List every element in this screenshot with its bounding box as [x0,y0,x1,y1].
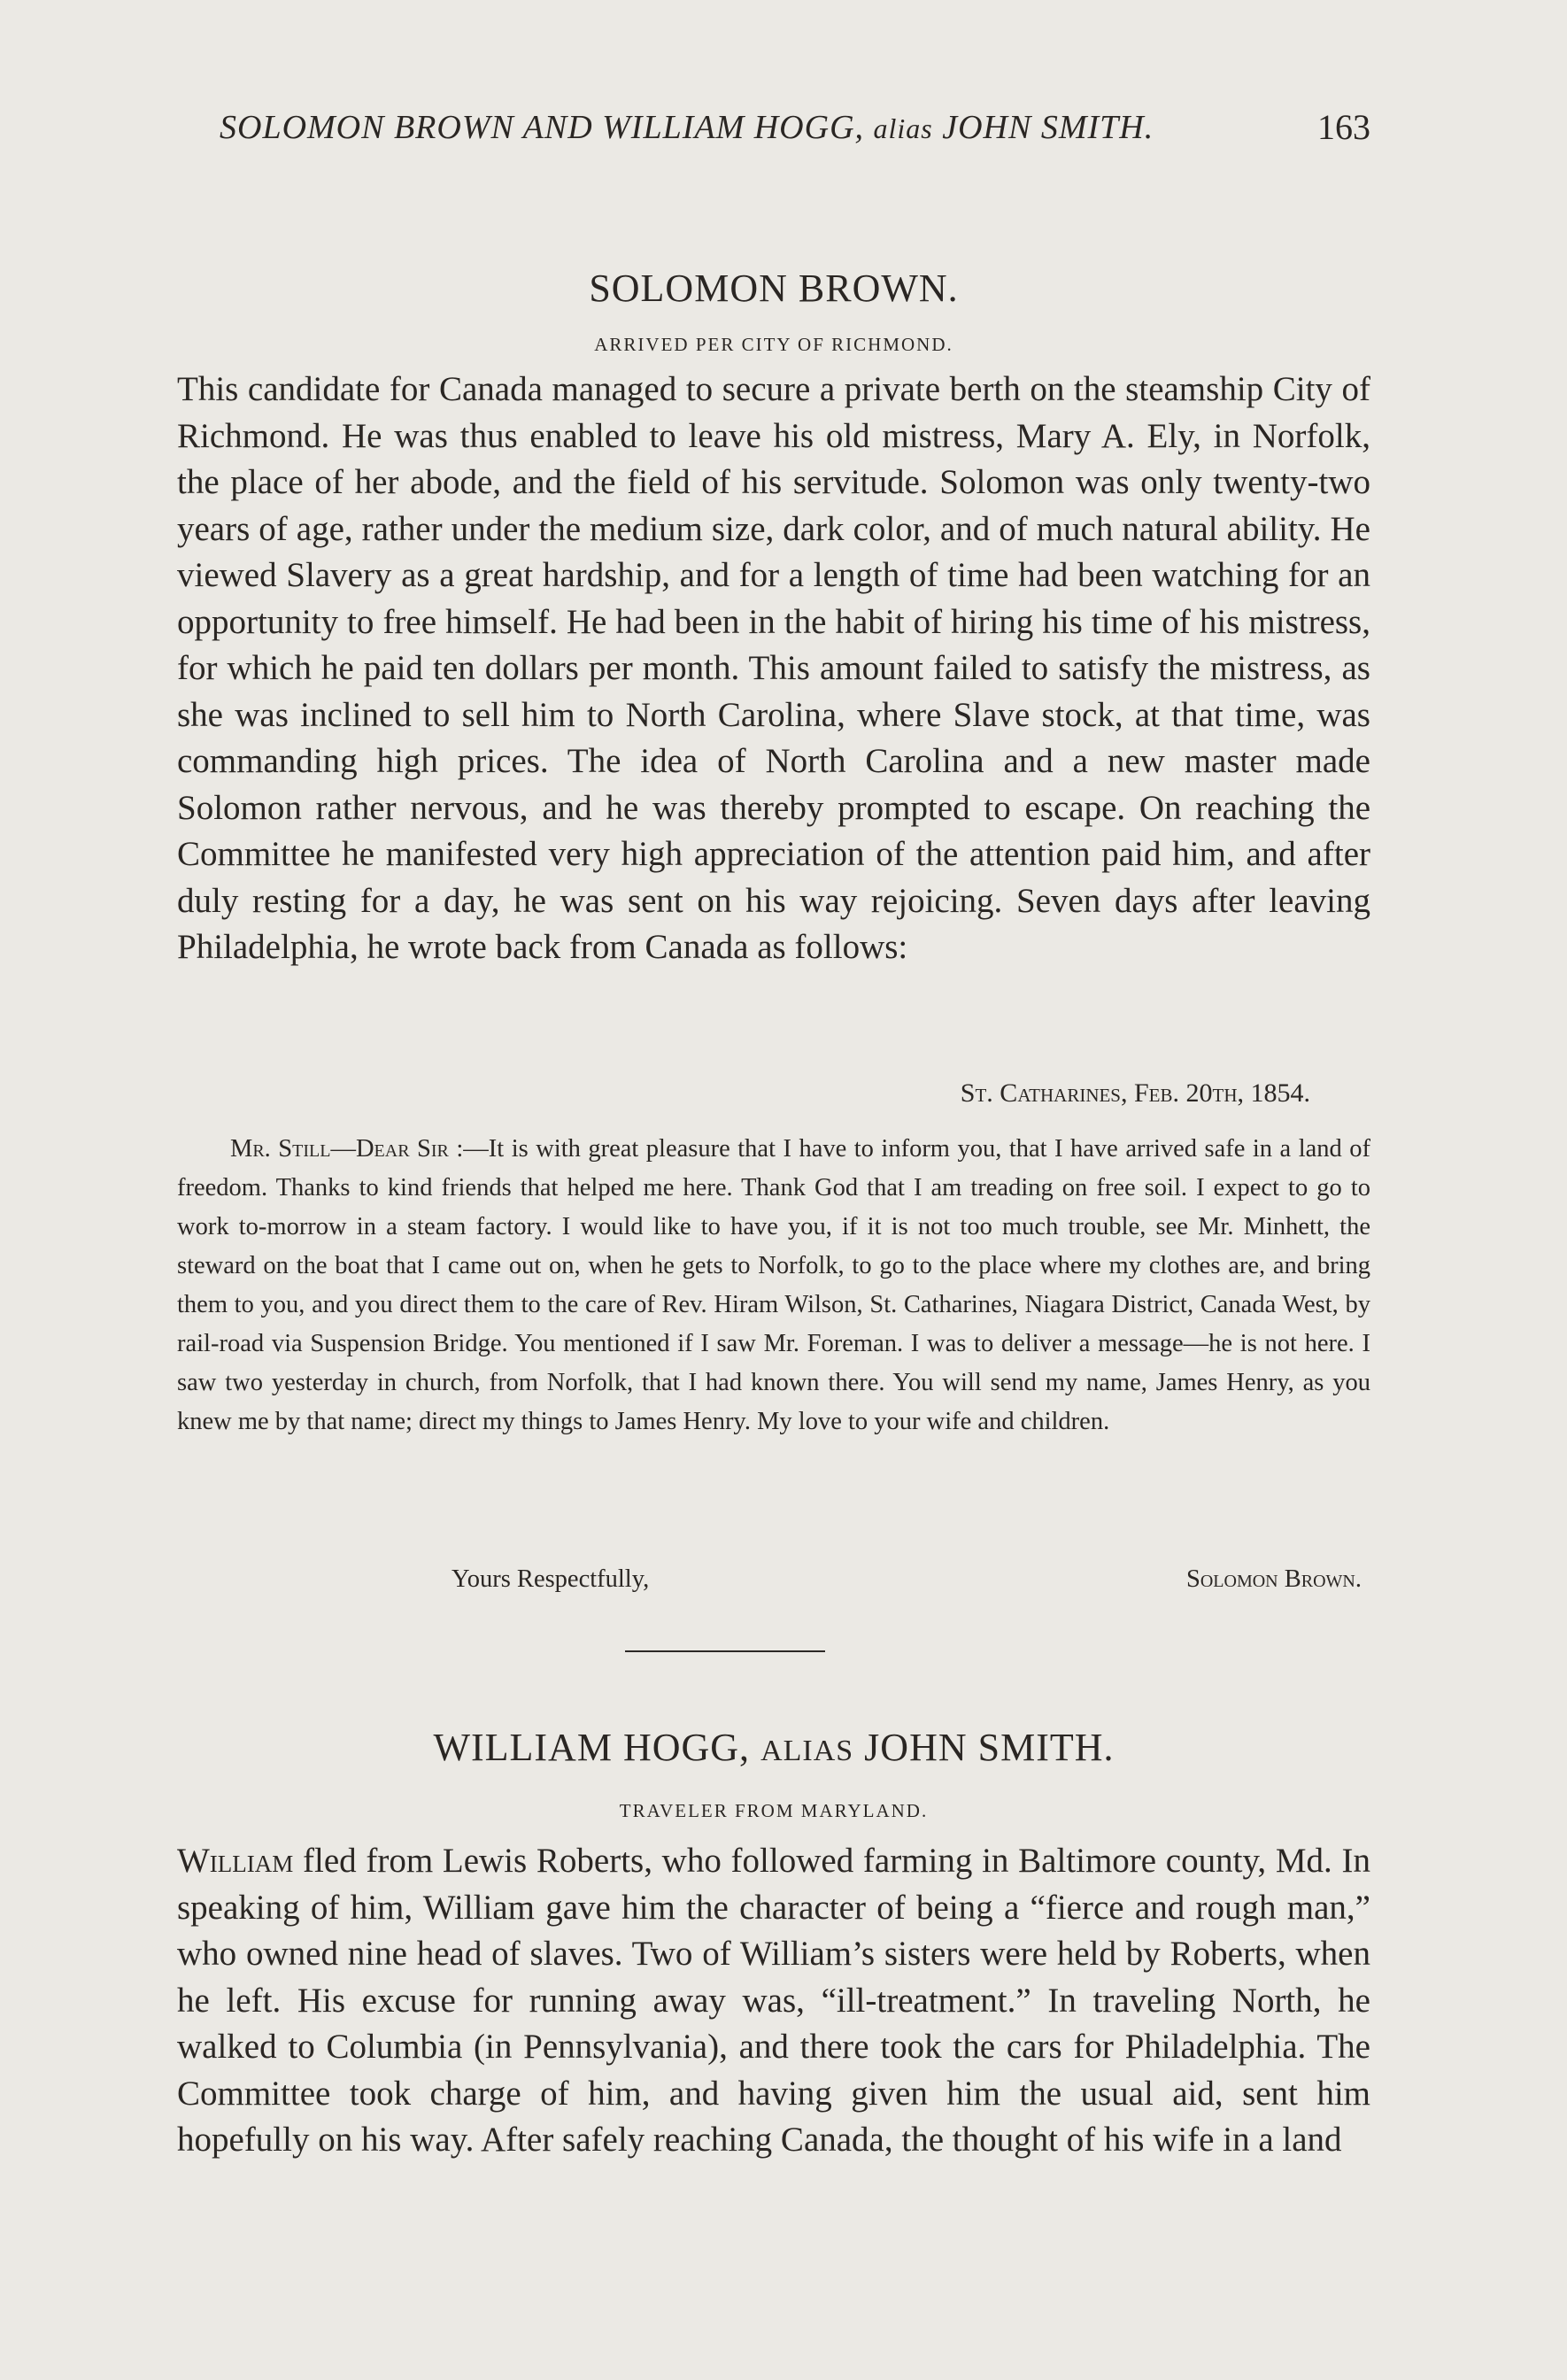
running-head-title-part1: SOLOMON BROWN AND WILLIAM HOGG, [220,109,874,146]
running-head-alias: alias [873,112,933,144]
section-solomon-brown [177,266,1370,311]
section2-heading-part2: JOHN SMITH. [853,1726,1115,1769]
section-divider [625,1650,825,1652]
section-paragraph: This candidate for Canada managed to secure a private berth on the steamship City of Richmond. He was thus enabled to leave his old mistress, Mary A. Ely, in Norfolk, the place of her abode, and the field of his servitude. Solomon was only twenty-two years of age, rather under the medium size, dark color, and of much natural ability. He viewed Slavery as a great hardship, and for a length of time had been watching for an opportunity to free himself. He had been in the habit of hiring his time of his mistress, for which he paid ten dollars per month. This amount failed to satisfy the mistress, as she was inclined to sell him to North Carolina, where Slave stock, at that time, was commanding high prices. The idea of North Carolina and a new master made Solomon rather nervous, and he was thereby prompted to escape. On reaching the Committee he manifested very high appreciation of the attention paid him, and after duly resting for a day, he was sent on his way rejoicing. Seven days after leaving Philadelphia, he wrote back from Canada as follows: [177,370,1370,966]
section2-heading-alias: ALIAS [760,1735,854,1767]
section-subheading-wrap [177,334,1370,356]
running-head-title-part2: JOHN SMITH. [932,109,1154,146]
letter-closing: Yours Respectfully, [452,1565,650,1593]
section2-paragraph-text: fled from Lewis Roberts, who followed farming in Baltimore county, Md. In speaking of him, William gave him the character of being a “fierce and rough man,” who owned nine head of slaves. Two of William’s sisters were held by Roberts, when he left. His excuse for running away was, “ill-treatment.” In traveling North, he walked to Columbia (in Pennsylvania), and there took the cars for Philadelphia. The Committee took charge of him, and having given him the usual aid, sent him hopefully on his way. After safely reaching Canada, the thought of his wife in a land [177,1842,1370,2159]
section2-paragraph [177,1838,1370,2164]
letter-text: :—It is with great pleasure that I have to inform you, that I have arrived safe in a land of freedom. Thanks to kind friends that helped me here. Thank God that I am treading on free soil. I expect to go to work to-morrow in a steam factory. I would like to have you, if it is not too much trouble, see Mr. Minhett, the steward on the boat that I came out on, when he gets to Norfolk, to go to the place where my clothes are, and bring them to you, and you direct them to the care of Rev. Hiram Wilson, St. Catharines, Niagara District, Canada West, by rail-road via Suspension Bridge. You mentioned if I saw Mr. Foreman. I was to deliver a message—he is not here. I saw two yesterday in church, from Norfolk, that I had known there. You will send my name, James Henry, as you knew me by that name; direct my things to James Henry. My love to your wife and children. [177,1135,1370,1435]
letter-signoff [177,1565,1370,1604]
letter-signoff-row [177,1565,1370,1604]
section-heading: SOLOMON BROWN. [589,267,959,310]
letter [177,1130,1370,1441]
page-number: 163 [1317,107,1370,147]
letter-dateline: St. Catharines, Feb. 20th, 1854. [960,1078,1310,1108]
section-william-hogg [177,1725,1370,1770]
letter-body [177,1130,1370,1441]
section2-subheading-wrap [177,1800,1370,1822]
running-head [220,108,1370,161]
section2-first-word: William [177,1842,294,1880]
section2-body-wrap [177,1838,1370,2164]
section2-subheading: TRAVELER FROM MARYLAND. [619,1800,929,1821]
letter-salutation: Mr. Still—Dear Sir [230,1135,449,1163]
section-subheading: ARRIVED PER CITY OF RICHMOND. [594,334,953,355]
letter-dateline-wrap [177,1078,1370,1109]
section2-heading [177,1725,1370,1770]
section2-heading-part1: WILLIAM HOGG, [433,1726,761,1769]
section-body-wrap [177,367,1370,971]
letter-signature: Solomon Brown. [1186,1565,1362,1593]
running-head-title [220,108,1154,147]
